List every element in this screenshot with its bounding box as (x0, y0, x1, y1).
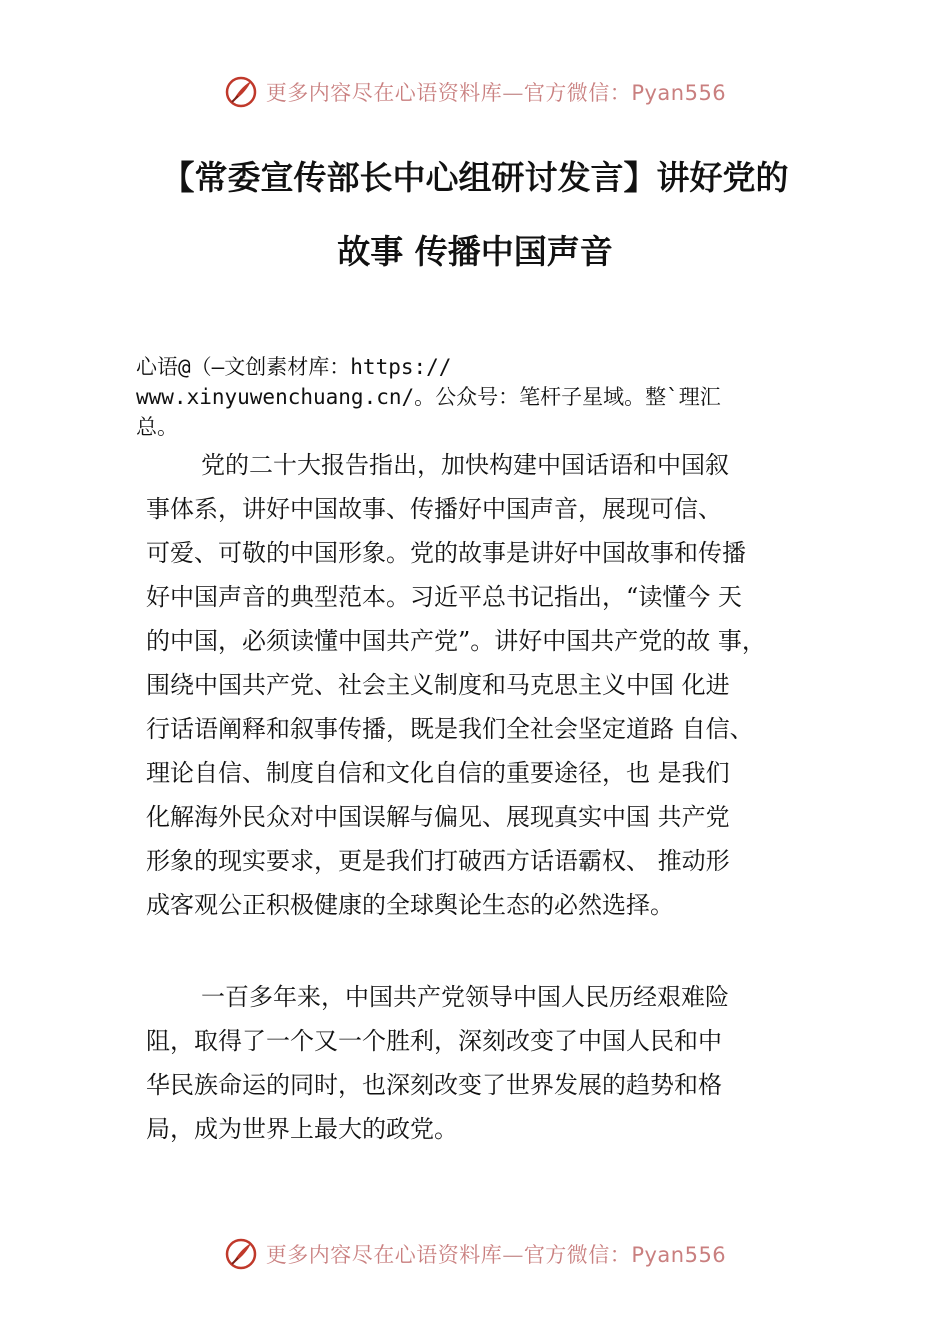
footer-banner-main: 更多内容尽在心语资料库 (265, 1243, 503, 1267)
body-paragraph-1 (146, 443, 846, 927)
paragraph-line: 成客观公正积极健康的全球舆论生态的必然选择。 (146, 891, 674, 919)
header-banner-label: 官方微信： (523, 81, 632, 105)
header-banner (0, 72, 950, 112)
footer-banner (0, 1234, 950, 1274)
paragraph-line: 事体系，讲好中国故事、传播好中国声音，展现可信、 (146, 495, 722, 523)
document-title-line-1: 【常委宣传部长中心组研讨发言】讲好党的 (161, 158, 789, 197)
footer-banner-separator: — (502, 1243, 524, 1267)
quill-pen-logo-icon (224, 1237, 258, 1271)
quill-pen-logo-icon (224, 75, 258, 109)
paragraph-line: 可爱、可敬的中国形象。党的故事是讲好中国故事和传播 (146, 539, 746, 567)
paragraph-line: 党的二十大报告指出，加快构建中国话语和中国叙 (201, 451, 729, 479)
header-banner-wechat-id: Pyan556 (631, 81, 727, 105)
document-title-line-2: 故事 传播中国声音 (337, 232, 613, 271)
paragraph-line: 理论自信、制度自信和文化自信的重要途径，也 是我们 (146, 759, 730, 787)
body-paragraph-2 (146, 975, 846, 1151)
paragraph-line: 局，成为世界上最大的政党。 (146, 1115, 458, 1143)
paragraph-line: 化解海外民众对中国误解与偏见、展现真实中国 共产党 (146, 803, 730, 831)
paragraph-line: 阻，取得了一个又一个胜利，深刻改变了中国人民和中 (146, 1027, 722, 1055)
paragraph-line: 好中国声音的典型范本。习近平总书记指出，“读懂今 天 (146, 583, 742, 611)
footer-banner-wechat-id: Pyan556 (631, 1243, 727, 1267)
header-banner-main: 更多内容尽在心语资料库 (265, 81, 503, 105)
paragraph-line: 华民族命运的同时，也深刻改变了世界发展的趋势和格 (146, 1071, 722, 1099)
paragraph-line: 围绕中国共产党、社会主义制度和马克思主义中国 化进 (146, 671, 730, 699)
header-banner-separator: — (502, 81, 524, 105)
header-banner-text (266, 77, 726, 107)
paragraph-line: 一百多年来，中国共产党领导中国人民历经艰难险 (201, 983, 729, 1011)
paragraph-line: 行话语阐释和叙事传播，既是我们全社会坚定道路 自信、 (146, 715, 754, 743)
paragraph-line: 形象的现实要求，更是我们打破西方话语霸权、 推动形 (146, 847, 730, 875)
footer-banner-label: 官方微信： (523, 1243, 632, 1267)
footer-banner-text (266, 1239, 726, 1269)
source-note-line: 心语@（—文创素材库：https:// (136, 355, 452, 379)
source-note-line: www.xinyuwenchuang.cn/。公众号：笔杆子星域。整`理汇 (136, 385, 721, 409)
source-note-line: 总。 (136, 415, 178, 439)
source-note (136, 352, 836, 442)
paragraph-line: 的中国，必须读懂中国共产党”。讲好中国共产党的故 事， (146, 627, 766, 655)
